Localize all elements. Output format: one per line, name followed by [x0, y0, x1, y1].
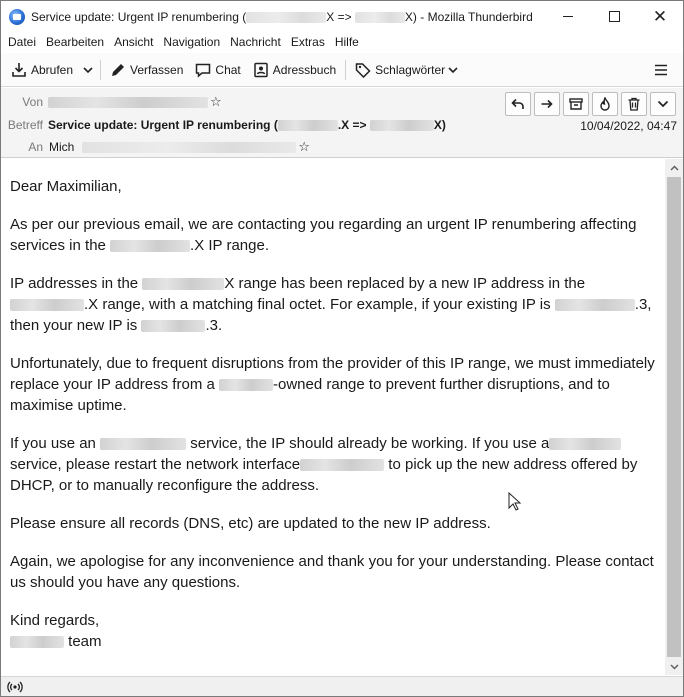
menu-datei[interactable]: Datei	[8, 35, 37, 49]
archive-icon	[569, 97, 583, 111]
vertical-scrollbar[interactable]	[665, 159, 683, 675]
paragraph-5: Please ensure all records (DNS, etc) are updated to the new IP address.	[10, 515, 491, 532]
title-bar	[1, 1, 683, 32]
pencil-icon	[110, 62, 126, 78]
delete-button[interactable]	[621, 92, 647, 116]
subject-value: Service update: Urgent IP renumbering ( .X => X)	[48, 118, 446, 132]
address-book-icon	[253, 62, 269, 78]
more-actions-button[interactable]	[650, 92, 676, 116]
header-action-buttons	[502, 92, 676, 116]
signature: Kind regards, team	[10, 612, 102, 650]
to-label: An	[28, 140, 43, 154]
chevron-down-icon	[670, 664, 679, 670]
subject-label: Betreff	[7, 118, 43, 132]
tag-icon	[355, 62, 371, 78]
to-address-redacted	[82, 142, 296, 153]
archive-button[interactable]	[563, 92, 589, 116]
scroll-down-arrow[interactable]	[665, 658, 683, 675]
forward-icon	[540, 97, 554, 111]
write-button[interactable]	[104, 57, 189, 83]
chevron-down-icon	[657, 98, 669, 110]
menu-navigation[interactable]: Navigation	[163, 35, 221, 49]
menu-bar	[1, 32, 683, 52]
chat-bubble-icon	[195, 62, 211, 78]
get-mail-label: Abrufen	[31, 62, 74, 77]
app-menu-button[interactable]	[649, 58, 673, 82]
chevron-down-icon	[448, 65, 458, 75]
from-label: Von	[22, 95, 43, 109]
paragraph-6: Again, we apologise for any inconvenience and thank you for your understanding. Please contact us should you have any questions.	[10, 553, 654, 591]
scrollbar-thumb[interactable]	[667, 177, 681, 657]
paragraph-1: As per our previous email, we are contacting you regarding an urgent IP renumbering affecting services in the .X IP range.	[10, 216, 637, 254]
toolbar-separator	[345, 60, 346, 80]
star-icon[interactable]: ☆	[210, 94, 222, 110]
reply-icon	[511, 97, 525, 111]
tags-label: Schlagwörter	[375, 62, 446, 77]
menu-ansicht[interactable]: Ansicht	[114, 35, 154, 49]
tags-button[interactable]	[349, 57, 464, 83]
download-tray-icon	[11, 62, 27, 78]
flame-icon	[598, 97, 612, 111]
message-date: 10/04/2022, 04:47	[580, 119, 677, 133]
get-mail-button[interactable]	[5, 57, 79, 83]
to-row	[1, 137, 310, 157]
message-body-pane[interactable]	[1, 159, 665, 675]
trash-icon	[627, 97, 641, 111]
forward-button[interactable]	[534, 92, 560, 116]
address-book-label: Adressbuch	[272, 62, 337, 77]
to-value[interactable]: Mich	[49, 140, 75, 154]
main-toolbar	[1, 53, 683, 87]
menu-nachricht[interactable]: Nachricht	[230, 35, 281, 49]
chat-label: Chat	[215, 62, 241, 77]
menu-hilfe[interactable]: Hilfe	[334, 35, 359, 49]
paragraph-4: If you use an service, the IP should already be working. If you use a service, please restart the network interface to pick up the new address offered by DHCP, or to manually reconfigure the address.	[10, 435, 638, 494]
message-text	[10, 176, 660, 669]
from-row	[1, 92, 222, 112]
close-button[interactable]: ✕	[652, 6, 668, 27]
chevron-up-icon	[670, 165, 679, 171]
toolbar-separator	[100, 60, 101, 80]
paragraph-2: IP addresses in the X range has been replaced by a new IP address in the .X range, with a matching final octet. For example, if your existing IP is .3, then your new IP is .3.	[10, 275, 652, 334]
chevron-down-icon	[83, 65, 93, 75]
radio-waves-icon[interactable]	[7, 681, 23, 693]
get-mail-dropdown[interactable]	[79, 57, 97, 83]
address-book-button[interactable]	[247, 57, 342, 83]
greeting: Dear Maximilian,	[10, 178, 122, 195]
window-controls	[545, 1, 683, 32]
menu-extras[interactable]: Extras	[290, 35, 325, 49]
mouse-pointer-icon	[508, 492, 522, 512]
message-header	[1, 88, 683, 158]
chat-button[interactable]	[189, 57, 246, 83]
paragraph-3: Unfortunately, due to frequent disruptions from the provider of this IP range, we must immediately replace your IP address from a -owned range to prevent further disruptions, and to maximise uptime.	[10, 355, 655, 414]
junk-button[interactable]	[592, 92, 618, 116]
status-bar	[1, 676, 683, 697]
maximize-button[interactable]	[591, 1, 637, 32]
star-icon[interactable]: ☆	[298, 139, 310, 155]
thunderbird-logo-icon	[9, 9, 25, 25]
window-title: Service update: Urgent IP renumbering ( X => X) - Mozilla Thunderbird	[31, 9, 533, 24]
hamburger-menu-icon	[654, 64, 668, 76]
subject-row	[1, 115, 446, 135]
scroll-up-arrow[interactable]	[665, 159, 683, 176]
from-sender-redacted[interactable]	[48, 97, 208, 108]
menu-bearbeiten[interactable]: Bearbeiten	[46, 35, 105, 49]
minimize-button[interactable]	[545, 1, 591, 32]
reply-button[interactable]	[505, 92, 531, 116]
write-label: Verfassen	[130, 62, 184, 77]
